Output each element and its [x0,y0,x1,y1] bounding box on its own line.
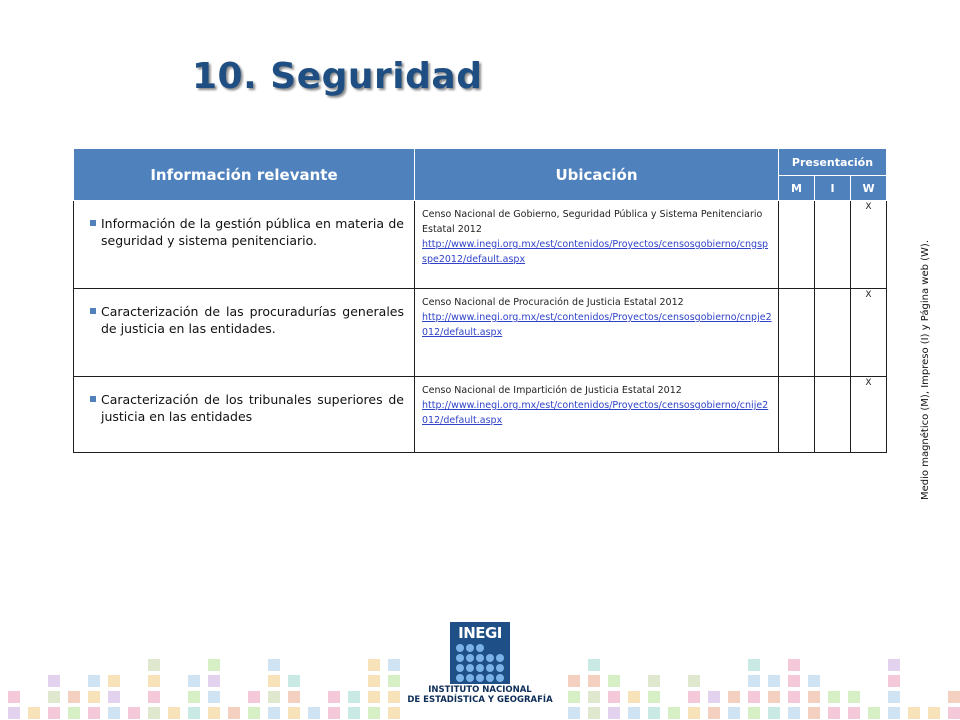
logo-dot [486,654,494,662]
decorative-tile [288,691,300,703]
decorative-tile [108,707,120,719]
logo-dot [466,644,474,652]
logo-line-1: INSTITUTO NACIONAL [428,685,532,695]
w-cell: X [851,289,887,377]
bullet-icon [90,308,96,314]
info-text: Caracterización de las procuradurías generales de justicia en las entidades. [101,304,404,336]
decorative-tile [228,707,240,719]
header-i: I [815,176,851,201]
location-cell [415,377,779,453]
m-cell [779,377,815,453]
decorative-tile [188,675,200,687]
decorative-tile [48,707,60,719]
header-w: W [851,176,887,201]
decorative-tile [948,691,960,703]
decorative-tile [388,675,400,687]
decorative-tile [648,707,660,719]
table-row [74,377,887,453]
information-table [73,148,887,453]
decorative-tile [88,707,100,719]
decorative-tile [708,707,720,719]
decorative-tile [288,707,300,719]
decorative-tile [128,707,140,719]
header-info: Información relevante [74,149,415,201]
decorative-tile [188,691,200,703]
info-cell [74,201,415,289]
header-m: M [779,176,815,201]
decorative-tile [388,659,400,671]
decorative-tile [888,675,900,687]
decorative-tile [568,675,580,687]
decorative-tile [888,691,900,703]
bullet-icon [90,220,96,226]
decorative-tile [888,659,900,671]
decorative-tile [568,691,580,703]
decorative-tile [788,675,800,687]
decorative-tile [68,691,80,703]
decorative-tile [248,707,260,719]
decorative-tile [608,707,620,719]
presentation-legend: Medio magnético (M), Impreso (I) y Página web (W). [920,239,931,500]
decorative-tile [108,691,120,703]
logo-dot [456,654,464,662]
decorative-tile [828,691,840,703]
i-cell [815,289,851,377]
header-location: Ubicación [415,149,779,201]
decorative-tile [768,707,780,719]
logo-dot [496,664,504,672]
decorative-tile [28,707,40,719]
decorative-tile [148,707,160,719]
logo-dot [496,654,504,662]
decorative-tile [768,691,780,703]
location-cell [415,201,779,289]
decorative-tile [148,659,160,671]
table-row [74,289,887,377]
decorative-tile [588,659,600,671]
source-link[interactable]: http://www.inegi.org.mx/est/contenidos/Proyectos/censosgobierno/cnpje2012/default.aspx [422,312,772,338]
logo-dot [486,664,494,672]
decorative-tile [188,707,200,719]
decorative-tile [268,659,280,671]
decorative-tile [208,691,220,703]
decorative-tile [728,691,740,703]
decorative-tile [848,707,860,719]
decorative-tile [808,707,820,719]
page-title: 10. Seguridad [192,56,483,97]
logo-dot [476,664,484,672]
decorative-tile [88,691,100,703]
decorative-tile [608,675,620,687]
logo-dot [476,654,484,662]
logo-dot [456,664,464,672]
decorative-tile [948,707,960,719]
w-cell: X [851,377,887,453]
decorative-tile [808,691,820,703]
i-cell [815,377,851,453]
decorative-tile [8,691,20,703]
table-row [74,201,887,289]
decorative-tile [608,691,620,703]
decorative-tile [688,707,700,719]
info-cell [74,289,415,377]
decorative-tile [628,707,640,719]
logo-dot [456,674,464,682]
decorative-tile [648,675,660,687]
decorative-tile [288,675,300,687]
decorative-tile [208,675,220,687]
decorative-tile [688,675,700,687]
decorative-tile [8,707,20,719]
decorative-tile [388,707,400,719]
decorative-tile [908,707,920,719]
logo-dot [466,654,474,662]
location-cell [415,289,779,377]
decorative-tile [208,707,220,719]
w-cell: X [851,201,887,289]
decorative-tile [768,675,780,687]
logo-dot [496,674,504,682]
logo-dot [466,674,474,682]
decorative-tile [48,691,60,703]
decorative-tile [88,675,100,687]
info-text: Caracterización de los tribunales superiores de justicia en las entidades [101,392,404,424]
info-cell [74,377,415,453]
source-link[interactable]: http://www.inegi.org.mx/est/contenidos/Proyectos/censosgobierno/cngspspe2012/default.aspx [422,239,769,265]
decorative-tile [648,691,660,703]
logo-dot [476,644,484,652]
decorative-tile [108,675,120,687]
decorative-tile [588,691,600,703]
logo-dot [476,674,484,682]
decorative-tile [848,691,860,703]
decorative-tile [728,707,740,719]
decorative-tile [148,691,160,703]
source-text: Censo Nacional de Procuración de Justicia Estatal 2012 [422,297,684,308]
decorative-tile [748,675,760,687]
logo-dot [486,674,494,682]
decorative-tile [788,691,800,703]
logo-dot [456,644,464,652]
m-cell [779,289,815,377]
decorative-tile [928,707,940,719]
decorative-tile [588,675,600,687]
decorative-tile [308,707,320,719]
logo-word: INEGI [458,624,502,642]
decorative-tile [628,691,640,703]
decorative-tile [148,675,160,687]
decorative-tile [68,707,80,719]
decorative-tile [788,707,800,719]
source-text: Censo Nacional de Gobierno, Seguridad Pública y Sistema Penitenciario Estatal 2012 [422,209,763,235]
decorative-tile [388,691,400,703]
decorative-tile [48,675,60,687]
decorative-tile [368,659,380,671]
logo-dot [466,664,474,672]
decorative-tile [248,691,260,703]
bullet-icon [90,396,96,402]
decorative-tile [668,707,680,719]
inegi-logo [406,622,554,720]
header-presentation: Presentación [779,149,887,176]
decorative-tile [868,707,880,719]
decorative-tile [368,691,380,703]
decorative-tile [348,707,360,719]
source-text: Censo Nacional de Impartición de Justicia Estatal 2012 [422,385,682,396]
decorative-tile [268,675,280,687]
decorative-tile [788,659,800,671]
decorative-tile [328,707,340,719]
info-text: Información de la gestión pública en materia de seguridad y sistema penitenciario. [101,216,404,248]
decorative-tile [588,707,600,719]
decorative-tile [748,707,760,719]
decorative-tile [888,707,900,719]
decorative-tile [328,691,340,703]
decorative-tile [808,675,820,687]
m-cell [779,201,815,289]
decorative-tile [748,691,760,703]
decorative-tile [268,707,280,719]
decorative-tile [208,659,220,671]
decorative-tile [688,691,700,703]
logo-line-2: DE ESTADÍSTICA Y GEOGRAFÍA [407,695,553,705]
i-cell [815,201,851,289]
decorative-tile [368,707,380,719]
decorative-tile [828,707,840,719]
decorative-tile [748,659,760,671]
source-link[interactable]: http://www.inegi.org.mx/est/contenidos/Proyectos/censosgobierno/cnije2012/default.aspx [422,400,769,426]
decorative-tile [368,675,380,687]
decorative-tile [708,691,720,703]
decorative-tile [168,707,180,719]
decorative-tile [348,691,360,703]
decorative-tile [568,707,580,719]
decorative-tile [268,691,280,703]
